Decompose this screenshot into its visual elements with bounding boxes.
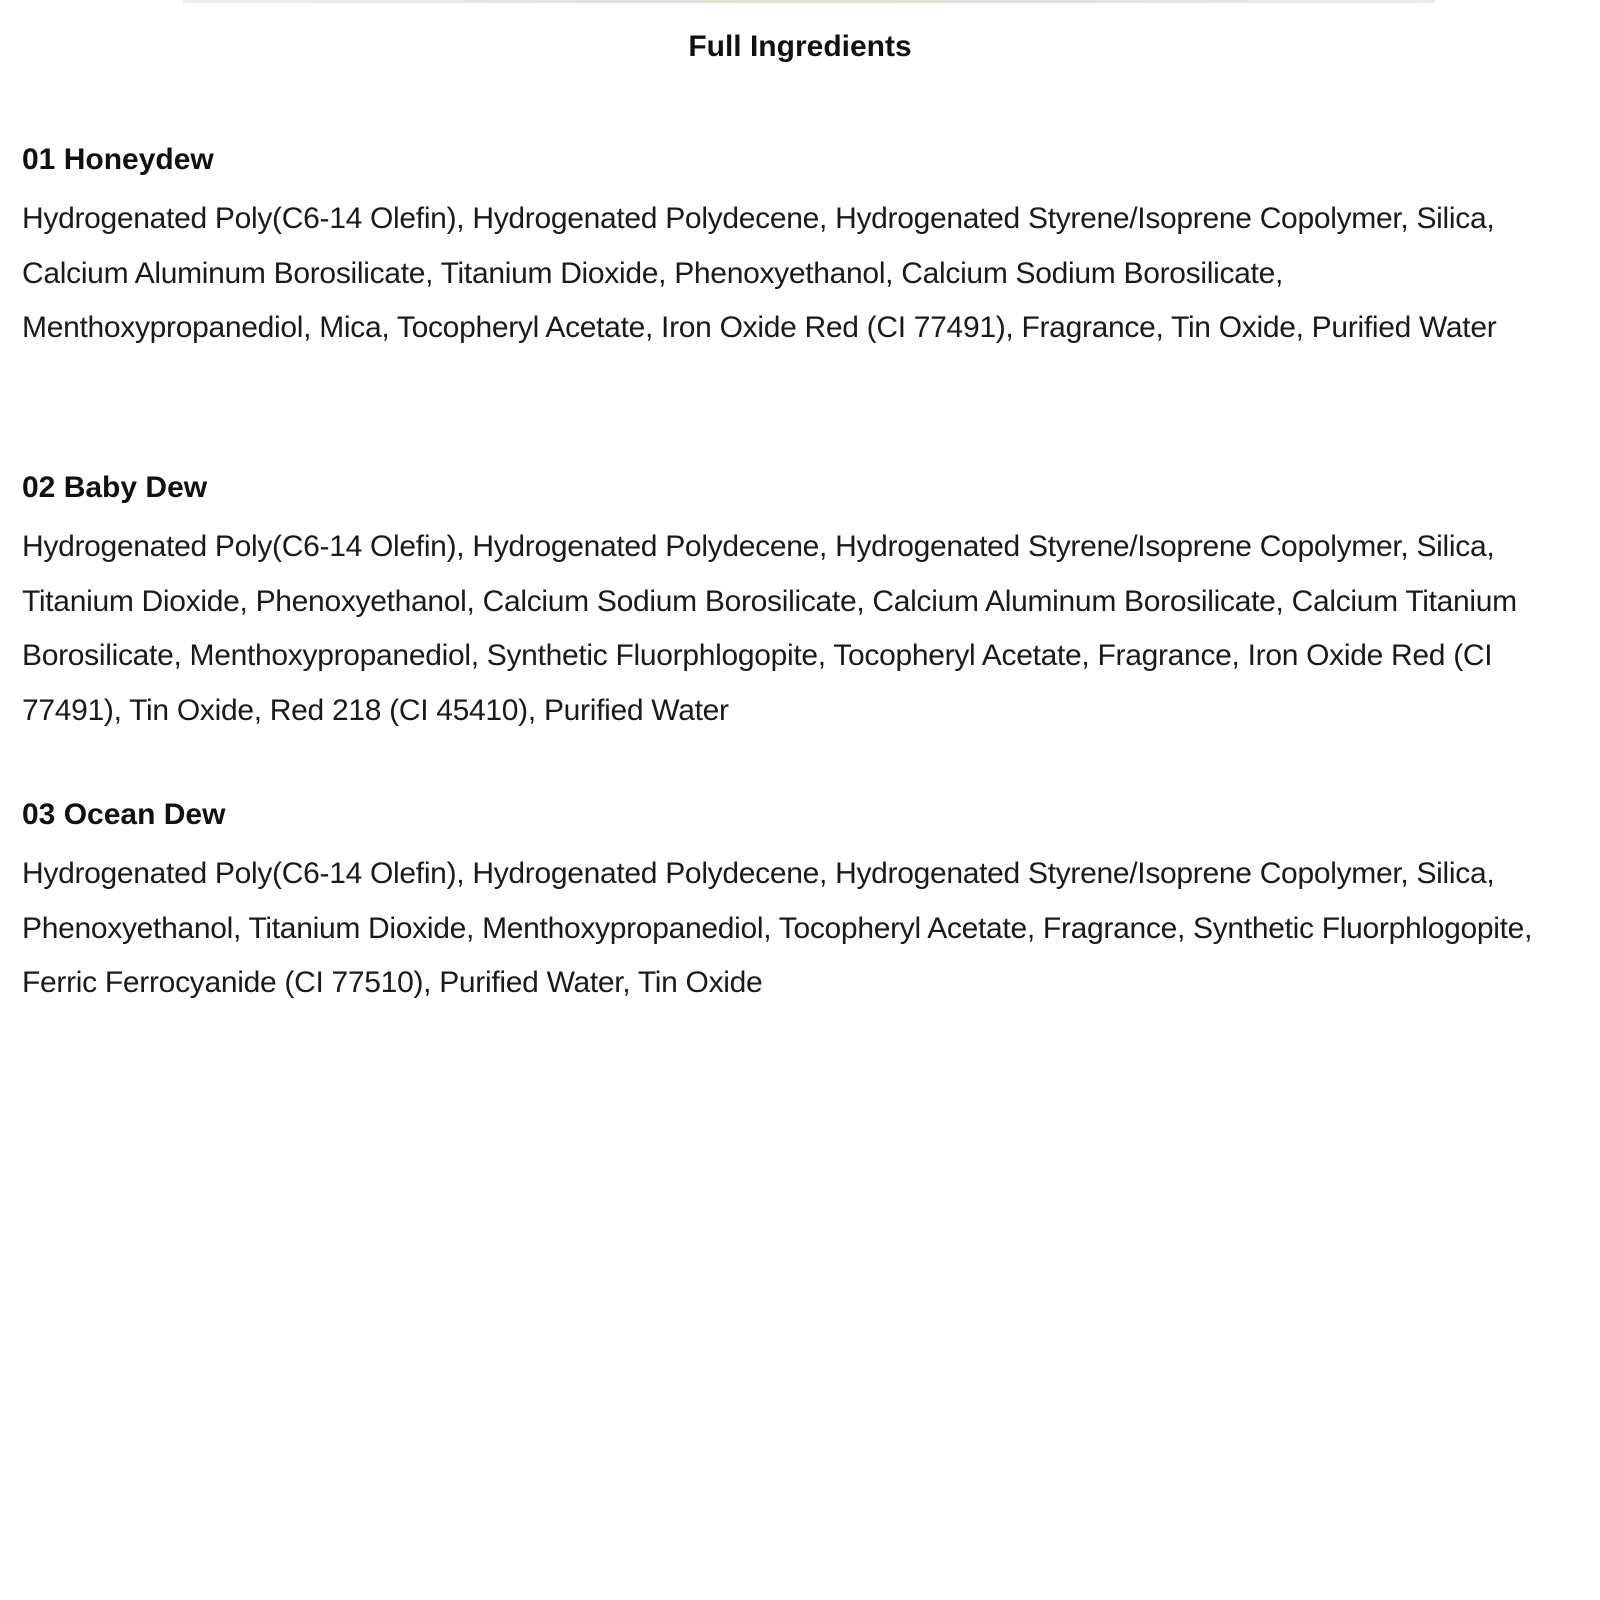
- ingredient-list: Hydrogenated Poly(C6-14 Olefin), Hydrogenated Polydecene, Hydrogenated Styrene/Isoprene Copolymer, Silica, Calcium Aluminum Borosilicate, Titanium Dioxide, Phenoxyethanol, Calcium Sodium Borosilicate, Menthoxypropanediol, Mica, Tocopheryl Acetate, Iron Oxide Red (CI 77491), Fragrance, Tin Oxide, Purified Water: [22, 202, 1497, 344]
- ingredient-section-baby-dew: [22, 470, 1572, 738]
- page-title: Full Ingredients: [688, 30, 912, 63]
- ingredient-section-ocean-dew: [22, 797, 1572, 1011]
- top-divider: [183, 0, 1435, 3]
- ingredient-section-honeydew: [22, 142, 1572, 356]
- section-heading: 03 Ocean Dew: [22, 798, 226, 831]
- section-heading: 01 Honeydew: [22, 143, 214, 176]
- ingredient-list: Hydrogenated Poly(C6-14 Olefin), Hydrogenated Polydecene, Hydrogenated Styrene/Isoprene Copolymer, Silica, Titanium Dioxide, Phenoxyethanol, Calcium Sodium Borosilicate, Calcium Aluminum Borosilicate, Calcium Titanium Borosilicate, Menthoxypropanediol, Synthetic Fluorphlogopite, Tocopheryl Acetate, Fragrance, Iron Oxide Red (CI 77491), Tin Oxide, Red 218 (CI 45410), Purified Water: [22, 530, 1517, 727]
- section-heading: 02 Baby Dew: [22, 471, 208, 504]
- ingredient-list: Hydrogenated Poly(C6-14 Olefin), Hydrogenated Polydecene, Hydrogenated Styrene/Isoprene Copolymer, Silica, Phenoxyethanol, Titanium Dioxide, Menthoxypropanediol, Tocopheryl Acetate, Fragrance, Synthetic Fluorphlogopite, Ferric Ferrocyanide (CI 77510), Purified Water, Tin Oxide: [22, 857, 1533, 999]
